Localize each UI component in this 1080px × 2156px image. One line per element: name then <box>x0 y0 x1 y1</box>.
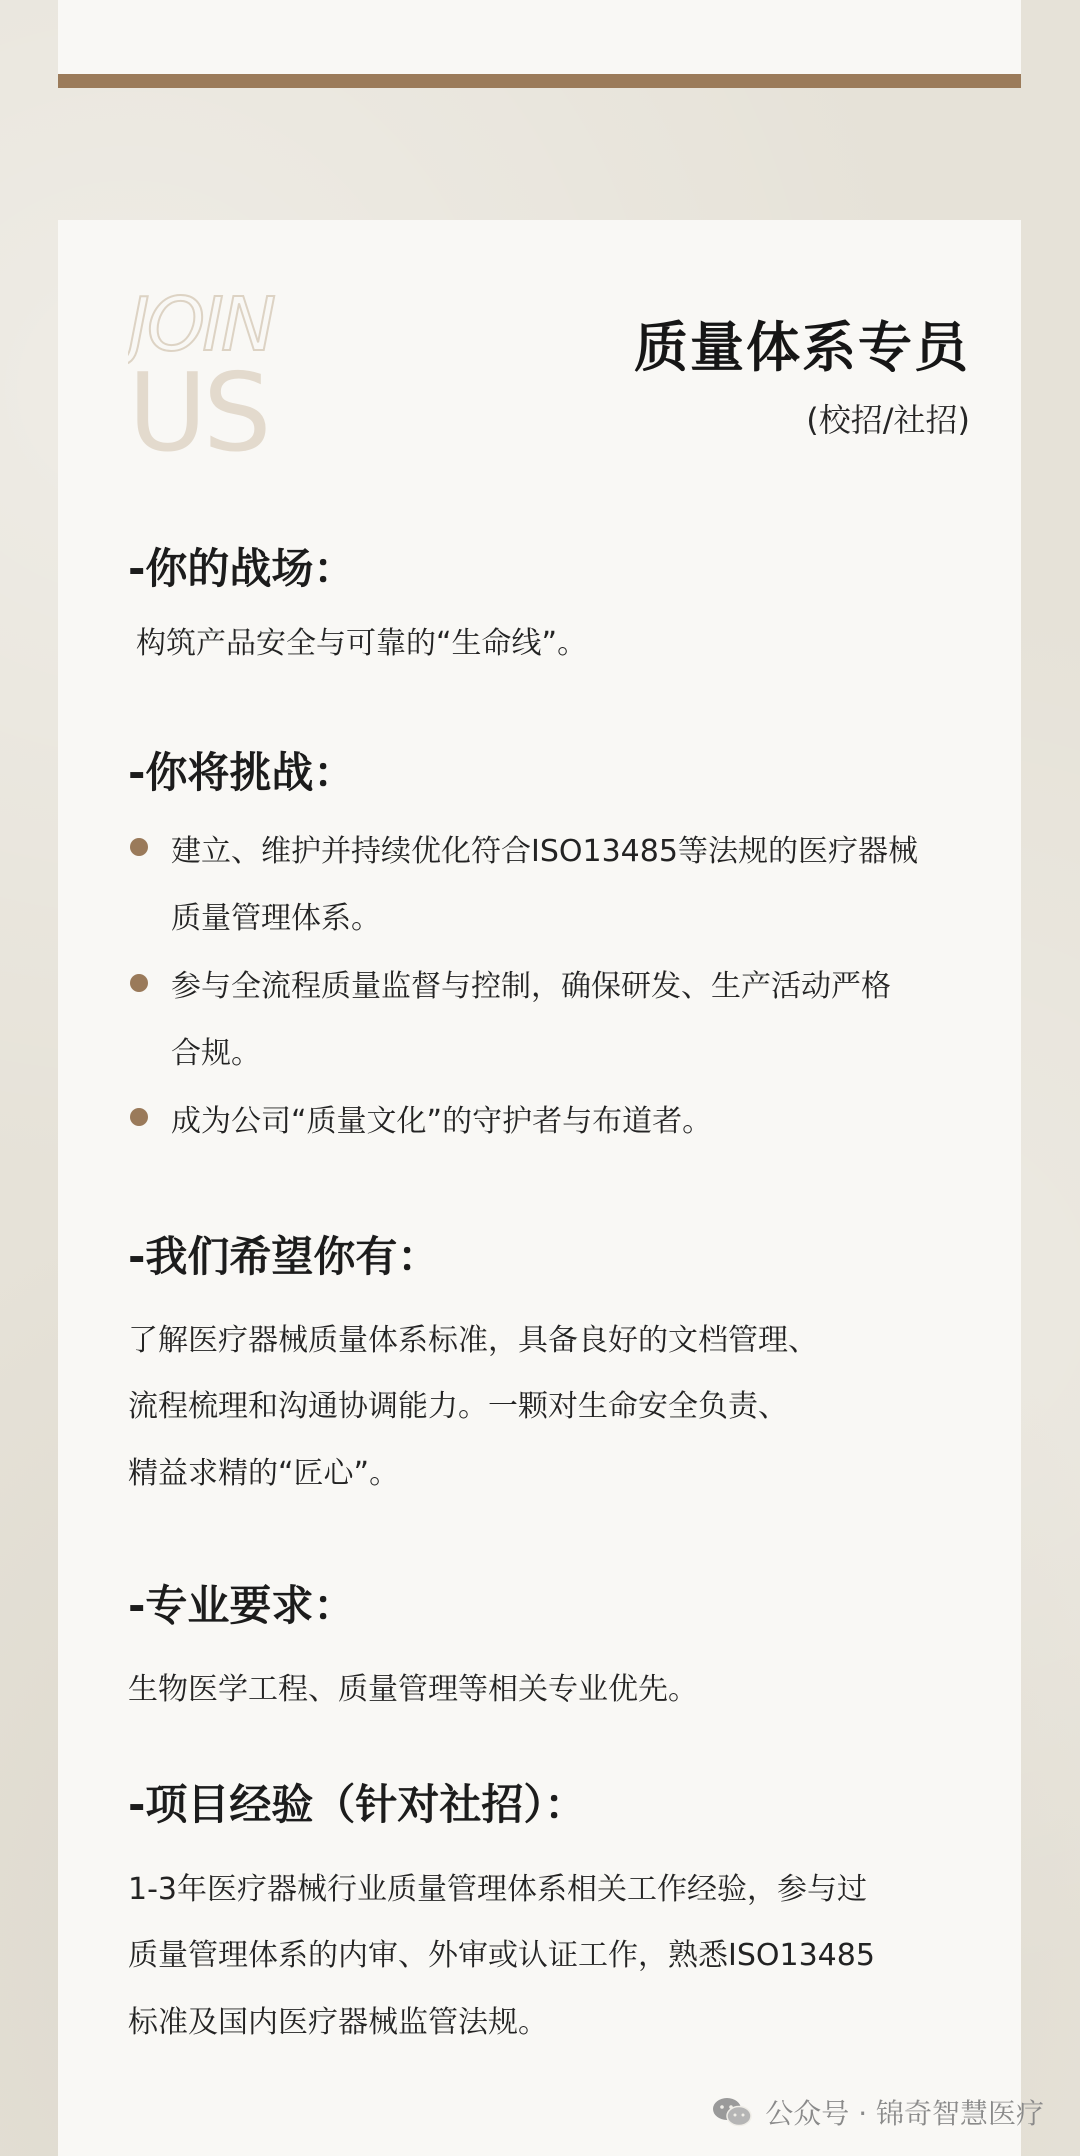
battlefield-text: 构筑产品安全与可靠的“生命线”。 <box>136 626 588 661</box>
bullet-dot <box>130 838 148 856</box>
bullet-dot <box>130 974 148 992</box>
experience-line-2: 质量管理体系的内审、外审或认证工作，熟悉ISO13485 <box>128 1938 875 1973</box>
wish-line-2: 流程梳理和沟通协调能力。一颗对生命安全负责、 <box>128 1389 788 1424</box>
wish-line-1: 了解医疗器械质量体系标准，具备良好的文档管理、 <box>128 1323 818 1358</box>
major-text: 生物医学工程、质量管理等相关专业优先。 <box>128 1672 698 1707</box>
wish-line-3: 精益求精的“匠心”。 <box>128 1456 400 1491</box>
challenge-item-2-line2: 合规。 <box>171 1036 261 1071</box>
job-subtitle: (校招/社招) <box>806 401 970 439</box>
challenge-item-2-line1: 参与全流程质量监督与控制，确保研发、生产活动严格 <box>171 969 891 1004</box>
section-heading-experience: -项目经验（针对社招）： <box>128 1780 587 1829</box>
join-us-badge <box>128 282 338 462</box>
wechat-icon <box>711 2095 753 2129</box>
footer-text: 公众号 · 锦奇智慧医疗 <box>765 2097 1044 2130</box>
experience-line-1: 1-3年医疗器械行业质量管理体系相关工作经验，参与过 <box>128 1872 867 1907</box>
top-card <box>58 0 1021 74</box>
section-heading-challenges: -你将挑战： <box>128 748 356 797</box>
us-text: US <box>128 351 268 462</box>
section-heading-wish: -我们希望你有： <box>128 1232 440 1281</box>
experience-line-3: 标准及国内医疗器械监管法规。 <box>128 2005 548 2040</box>
challenge-item-1-line1: 建立、维护并持续优化符合ISO13485等法规的医疗器械 <box>171 834 918 869</box>
join-text: JOIN <box>128 282 274 368</box>
job-title: 质量体系专员 <box>634 316 970 379</box>
challenge-item-3-line1: 成为公司“质量文化”的守护者与布道者。 <box>171 1104 713 1139</box>
join-us-graphic <box>128 282 338 462</box>
top-divider-bar <box>58 74 1021 88</box>
section-heading-major: -专业要求： <box>128 1581 356 1630</box>
challenge-item-1-line2: 质量管理体系。 <box>171 901 381 936</box>
section-heading-battlefield: -你的战场： <box>128 544 356 593</box>
bullet-dot <box>130 1108 148 1126</box>
footer-watermark <box>711 2092 1044 2132</box>
